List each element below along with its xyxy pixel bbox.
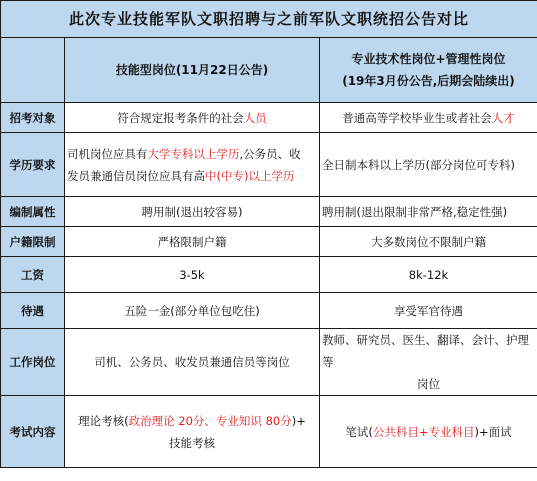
row-salary bbox=[1, 257, 537, 293]
cell-target-skill bbox=[65, 103, 320, 133]
label-target: 招考对象 bbox=[1, 103, 65, 133]
label-education: 学历要求 bbox=[1, 133, 65, 197]
education-skill-line1 bbox=[67, 143, 317, 165]
row-exam bbox=[1, 396, 537, 468]
cell-staffing-professional: 聘用制(退出限制非常严格,稳定性强) bbox=[320, 197, 537, 227]
text-exam-skill-2: )+ bbox=[291, 413, 306, 428]
cell-job-professional bbox=[320, 329, 537, 396]
label-salary: 工资 bbox=[1, 257, 65, 293]
table-title: 此次专业技能军队文职招聘与之前军队文职统招公告对比 bbox=[1, 1, 537, 38]
cell-education-professional: 全日制本科以上学历(部分岗位可专科) bbox=[320, 133, 537, 197]
row-staffing bbox=[1, 197, 537, 227]
text-education-skill-highlight-2: 中(中专)以上学历 bbox=[205, 168, 295, 183]
header-empty-cell bbox=[1, 38, 65, 103]
row-target bbox=[1, 103, 537, 133]
exam-skill-line1 bbox=[67, 410, 317, 432]
cell-exam-skill bbox=[65, 396, 320, 468]
text-education-skill-3: 发员兼通信员岗位应具有高 bbox=[67, 168, 205, 183]
text-education-skill-2: ,公务员、收 bbox=[239, 146, 301, 161]
text-target-professional: 普通高等学校毕业生或者社会 bbox=[342, 110, 492, 125]
row-benefit bbox=[1, 293, 537, 329]
text-education-skill-highlight-1: 大学专科以上学历 bbox=[147, 146, 240, 161]
row-education bbox=[1, 133, 537, 197]
header-professional-posts bbox=[320, 38, 537, 103]
label-job: 工作岗位 bbox=[1, 329, 65, 396]
cell-salary-professional: 8k-12k bbox=[320, 257, 537, 293]
text-target-skill-highlight: 人员 bbox=[243, 110, 267, 125]
cell-salary-skill: 3-5k bbox=[65, 257, 320, 293]
text-education-skill-1: 司机岗位应具有 bbox=[67, 146, 148, 161]
cell-target-professional bbox=[320, 103, 537, 133]
header-row bbox=[1, 38, 537, 103]
cell-hukou-skill: 严格限制户籍 bbox=[65, 227, 320, 257]
label-staffing: 编制属性 bbox=[1, 197, 65, 227]
text-exam-professional-2: )+面试 bbox=[474, 424, 512, 439]
title-row bbox=[1, 1, 537, 38]
cell-education-skill bbox=[65, 133, 320, 197]
header-professional-line2: (19年3月份公告,后期会陆续出) bbox=[342, 74, 515, 88]
label-hukou: 户籍限制 bbox=[1, 227, 65, 257]
row-job bbox=[1, 329, 537, 396]
text-exam-professional-1: 笔试( bbox=[345, 424, 373, 439]
cell-benefit-skill: 五险一金(部分单位包吃住) bbox=[65, 293, 320, 329]
text-target-skill: 符合规定报考条件的社会 bbox=[117, 110, 244, 125]
job-professional-line2: 岗位 bbox=[417, 377, 440, 391]
education-skill-line2 bbox=[67, 165, 317, 187]
text-exam-professional-highlight: 公共科目+专业科目 bbox=[372, 424, 475, 439]
row-hukou bbox=[1, 227, 537, 257]
cell-hukou-professional: 大多数岗位不限制户籍 bbox=[320, 227, 537, 257]
label-exam: 考试内容 bbox=[1, 396, 65, 468]
header-professional-line1: 专业技术性岗位+管理性岗位 bbox=[351, 52, 506, 66]
job-professional-line1: 教师、研究员、医生、翻译、会计、护理等 bbox=[322, 333, 529, 369]
cell-exam-professional bbox=[320, 396, 537, 468]
text-exam-skill-1: 理论考核( bbox=[78, 413, 129, 428]
header-skill-posts: 技能型岗位(11月22日公告) bbox=[65, 38, 320, 103]
text-exam-skill-highlight: 政治理论 20分、专业知识 80分 bbox=[128, 413, 292, 428]
cell-staffing-skill: 聘用制(退出较容易) bbox=[65, 197, 320, 227]
label-benefit: 待遇 bbox=[1, 293, 65, 329]
exam-skill-line2: 技能考核 bbox=[169, 435, 215, 450]
text-target-professional-highlight: 人才 bbox=[491, 110, 515, 125]
cell-benefit-professional: 享受军官待遇 bbox=[320, 293, 537, 329]
cell-job-skill: 司机、公务员、收发员兼通信员等岗位 bbox=[65, 329, 320, 396]
